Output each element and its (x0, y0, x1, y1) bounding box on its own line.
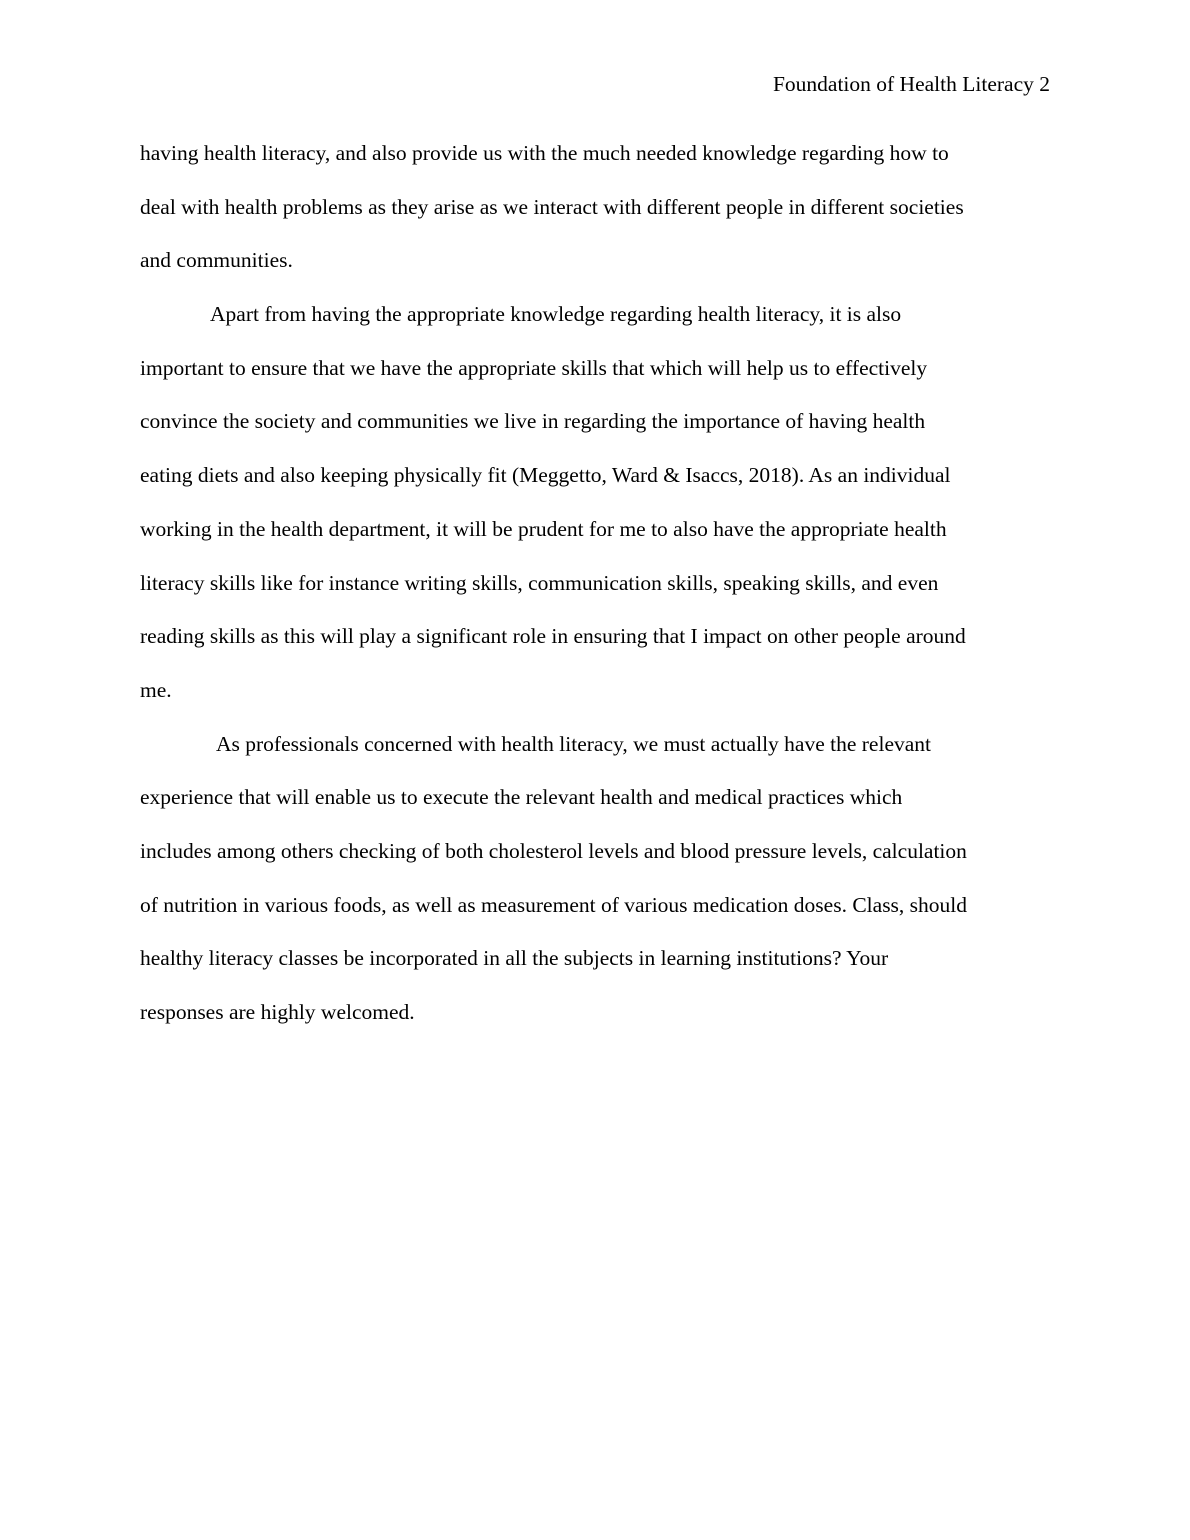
text-line: deal with health problems as they arise as we interact with different people in different societies (140, 194, 964, 219)
paragraph-1 (140, 137, 1050, 298)
text-line: of nutrition in various foods, as well as measurement of various medication doses. Class, should (140, 892, 968, 917)
text-line: includes among others checking of both cholesterol levels and blood pressure levels, calculation (140, 838, 967, 863)
text-line: Apart from having the appropriate knowledge regarding health literacy, it is also (210, 302, 902, 327)
running-head: Foundation of Health Literacy 2 (772, 72, 1050, 96)
text-line: experience that will enable us to execute the relevant health and medical practices which (140, 785, 903, 810)
text-line: important to ensure that we have the appropriate skills that which will help us to effectively (140, 355, 928, 380)
text-line: responses are highly welcomed. (140, 1000, 415, 1024)
text-line: convince the society and communities we live in regarding the importance of having health (140, 409, 926, 434)
text-line: working in the health department, it will be prudent for me to also have the appropriate health (140, 516, 947, 541)
paragraph-2 (140, 298, 1050, 728)
text-line: reading skills as this will play a significant role in ensuring that I impact on other people around (140, 624, 966, 649)
text-line: me. (140, 677, 172, 702)
text-line: having health literacy, and also provide us with the much needed knowledge regarding how to (140, 141, 949, 165)
body-text (140, 137, 1050, 1050)
text-line: eating diets and also keeping physically fit (Meggetto, Ward & Isaccs, 2018). As an individual (140, 463, 951, 488)
text-line: healthy literacy classes be incorporated in all the subjects in learning institutions? Your (140, 946, 889, 971)
paragraph-3 (140, 728, 1050, 1050)
text-line: As professionals concerned with health literacy, we must actually have the relevant (216, 731, 932, 756)
text-line: and communities. (140, 248, 293, 273)
text-line: literacy skills like for instance writing skills, communication skills, speaking skills, and even (140, 570, 939, 595)
